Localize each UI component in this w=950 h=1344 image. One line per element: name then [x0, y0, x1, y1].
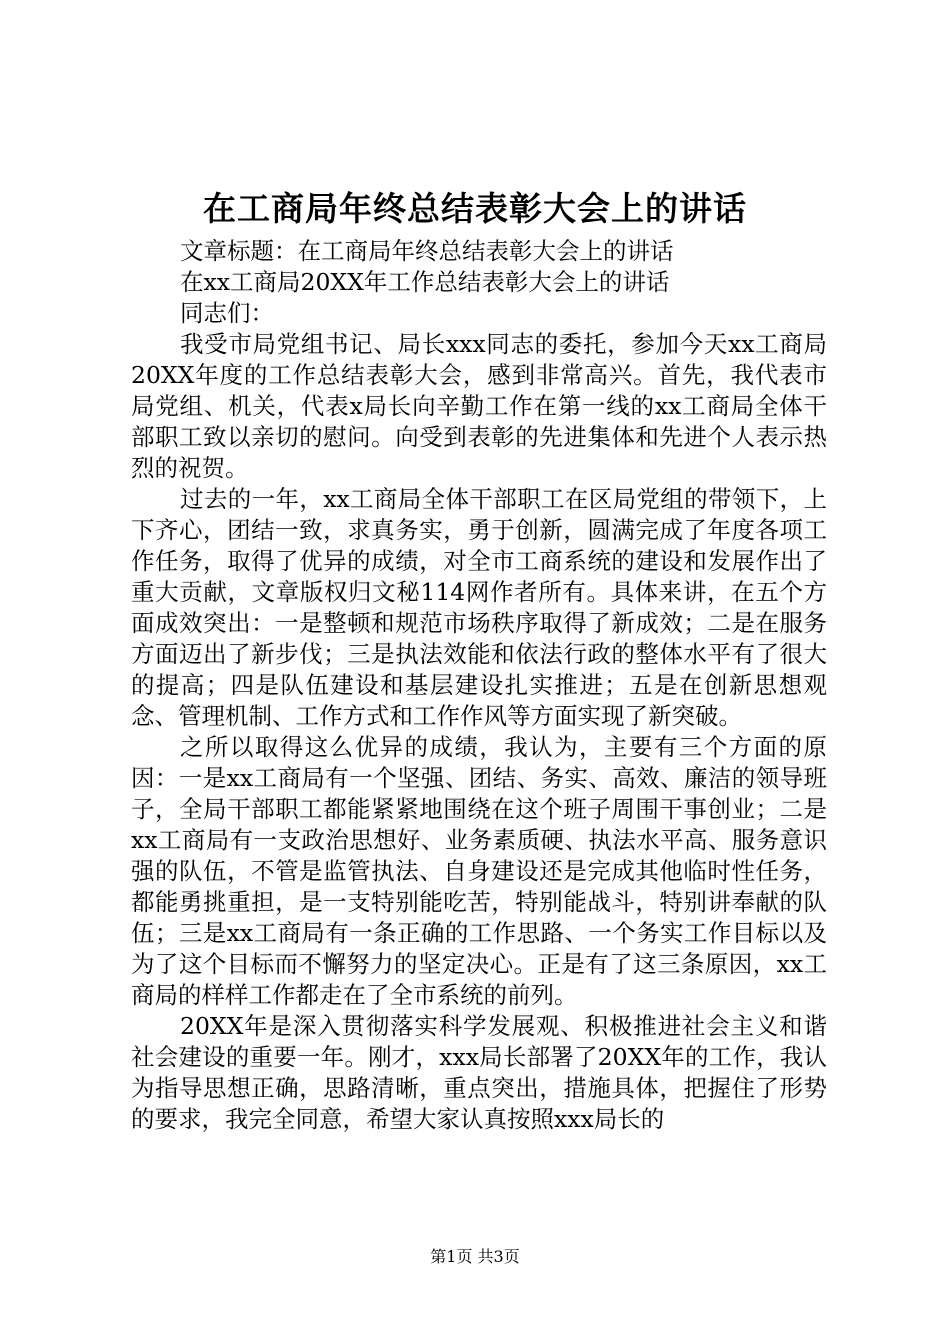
document-title: 在工商局年终总结表彰大会上的讲话: [203, 189, 747, 228]
body-paragraph: 我受市局党组书记、局长xxx同志的委托，参加今天xx工商局20XX年度的工作总结表彰大会，感到非常高兴。首先，我代表市局党组、机关，代表x局长向辛勤工作在第一线的xx工商局全体干部职工致以亲切的慰问。向受到表彰的先进集体和先进个人表示热烈的祝贺。: [131, 330, 827, 482]
speech-subtitle-line: 在xx工商局20XX年工作总结表彰大会上的讲话: [180, 268, 670, 296]
article-title-line: 文章标题：在工商局年终总结表彰大会上的讲话: [180, 237, 674, 265]
body-paragraph: 之所以取得这么优异的成绩，我认为，主要有三个方面的原因：一是xx工商局有一个坚强、团结、务实、高效、廉洁的领导班子，全局干部职工都能紧紧地围绕在这个班子周围干事创业；二是xx工商局有一支政治思想好、业务素质硬、执法水平高、服务意识强的队伍，不管是监管执法、自身建设还是完成其他临时性任务，都能勇挑重担，是一支特别能吃苦，特别能战斗，特别讲奉献的队伍；三是xx工商局有一条正确的工作思路、一个务实工作目标以及为了这个目标而不懈努力的坚定决心。正是有了这三条原因，xx工商局的样样工作都走在了全市系统的前列。: [131, 733, 827, 1009]
body-paragraph: 20XX年是深入贯彻落实科学发展观、积极推进社会主义和谐社会建设的重要一年。刚才，xxx局长部署了20XX年的工作，我认为指导思想正确，思路清晰，重点突出，措施具体，把握住了形势的要求，我完全同意，希望大家认真按照xxx局长的: [131, 1012, 827, 1133]
salutation-line: 同志们：: [180, 299, 274, 327]
body-paragraph: 过去的一年，xx工商局全体干部职工在区局党组的带领下，上下齐心，团结一致，求真务实，勇于创新，圆满完成了年度各项工作任务，取得了优异的成绩，对全市工商系统的建设和发展作出了重大贡献，文章版权归文秘114网作者所有。具体来讲，在五个方面成效突出：一是整顿和规范市场秩序取得了新成效；二是在服务方面迈出了新步伐；三是执法效能和依法行政的整体水平有了很大的提高；四是队伍建设和基层建设扎实推进；五是在创新思想观念、管理机制、工作方式和工作作风等方面实现了新突破。: [131, 485, 827, 730]
document-body: [131, 236, 827, 1135]
page-footer: 第1页 共3页: [430, 1247, 520, 1266]
